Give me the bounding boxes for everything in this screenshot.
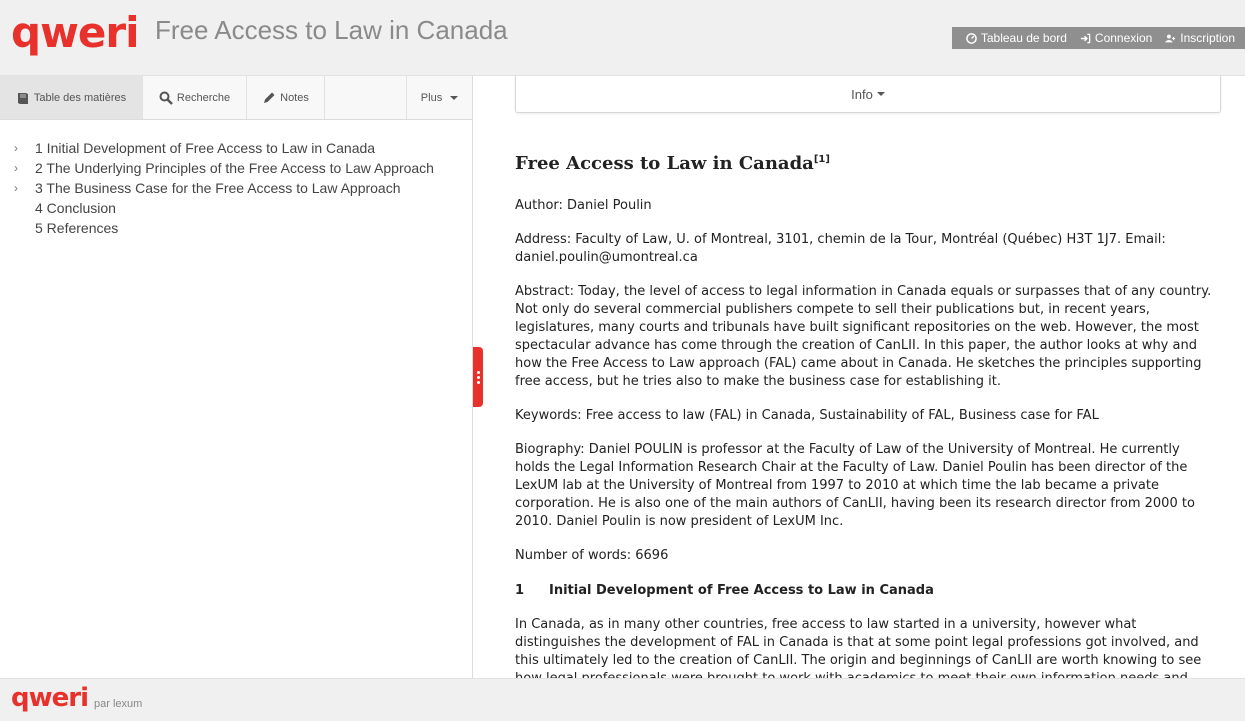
book-icon	[16, 91, 30, 105]
search-icon	[159, 91, 173, 105]
dashboard-icon	[966, 33, 977, 44]
toc-item[interactable]	[0, 158, 472, 178]
tab-search[interactable]	[143, 76, 247, 119]
footer-logo[interactable]: qweri	[11, 683, 88, 713]
signin-icon	[1080, 33, 1091, 44]
section-title: Initial Development of Free Access to Law in Canada	[549, 583, 934, 598]
section-heading	[515, 582, 1215, 600]
tab-more-label: Plus	[420, 91, 443, 104]
tab-notes-label: Notes	[280, 91, 309, 104]
qweri-logo[interactable]: qweri	[11, 8, 139, 57]
toc-item-label[interactable]: 1 Initial Development of Free Access to Law in Canada	[35, 140, 376, 156]
tab-notes[interactable]	[247, 76, 325, 119]
register-link[interactable]	[1165, 31, 1235, 45]
footer-par-lexum: par lexum	[94, 698, 143, 710]
footnote-link[interactable]: [1]	[813, 154, 830, 165]
table-of-contents	[0, 138, 472, 238]
address-paragraph: Address: Faculty of Law, U. of Montreal, 3101, chemin de la Tour, Montréal (Québec) H3T 1J7. Email: daniel.poulin@umontreal.ca	[515, 232, 1166, 265]
section-body: In Canada, as in many other countries, free access to law started in a university, however what distinguishes the development of FAL in Canada is that at some point legal professions got involved, and this ultimately led to the creation of CanLII. The origin and beginnings of CanLII are worth knowing to see	[515, 617, 1202, 668]
biography-paragraph: Biography: Daniel POULIN is professor at the Faculty of Law of the University of Montreal. He currently holds the Legal Information Research Chair at the Faculty of Law. Daniel Poulin has been director of the LexUM lab at the University of Montreal from 1997 to 2010 at which time the lab became a private corporation. He is also one of the main authors of CanLII, having been its research director from 2000 to 2010. Daniel Poulin is now president of LexUM Inc.	[515, 442, 1195, 529]
chevron-right-icon[interactable]: ›	[14, 161, 18, 175]
footer	[0, 678, 1245, 721]
page-title: Free Access to Law in Canada	[155, 15, 508, 45]
toc-item-label[interactable]: 2 The Underlying Principles of the Free Access to Law Approach	[35, 160, 434, 176]
tab-more-dropdown[interactable]	[406, 76, 472, 119]
chevron-down-icon	[450, 96, 458, 100]
toc-item[interactable]	[0, 138, 472, 158]
word-count: Number of words: 6696	[515, 548, 669, 563]
dashboard-label: Tableau de bord	[980, 31, 1067, 45]
tab-search-label: Recherche	[176, 91, 231, 104]
toc-item-label[interactable]: 3 The Business Case for the Free Access to Law Approach	[35, 180, 401, 196]
register-label: Inscription	[1180, 31, 1235, 45]
dashboard-link[interactable]	[966, 31, 1067, 45]
chevron-right-icon[interactable]: ›	[14, 141, 18, 155]
toc-item-label[interactable]: 5 References	[35, 220, 119, 236]
tab-table-of-contents[interactable]	[0, 76, 143, 119]
toc-item[interactable]	[0, 178, 472, 198]
left-panel	[0, 76, 473, 678]
chevron-right-icon[interactable]: ›	[14, 181, 18, 195]
abstract-paragraph: Abstract: Today, the level of access to legal information in Canada equals or surpasses that of any country. Not only do several commercial publishers compete to sell their publications but, in recent years, legislatures, many courts and tribunals have built significant repositories on the web. However, the most spectacular advance has come through the creation of CanLII. In this paper, the author looks at why and how the Free Access to Law approach (FAL) came about in Canada. He sketches the principles supporting free access, but he tries also to make the business case for establishing it.	[515, 284, 1212, 389]
document-content	[515, 138, 1215, 706]
document-panel	[474, 76, 1245, 678]
header	[0, 0, 1245, 76]
user-plus-icon	[1165, 33, 1176, 44]
document-title	[515, 148, 1215, 176]
toc-item-label[interactable]: 4 Conclusion	[35, 200, 116, 216]
keywords-paragraph: Keywords: Free access to law (FAL) in Canada, Sustainability of FAL, Business case for FAL	[515, 408, 1099, 423]
info-dropdown[interactable]	[515, 76, 1221, 113]
author-line: Author: Daniel Poulin	[515, 198, 652, 213]
signin-label: Connexion	[1094, 31, 1153, 45]
info-label: Info	[851, 86, 873, 102]
toc-item[interactable]	[0, 198, 472, 218]
section-number: 1	[515, 583, 525, 598]
chevron-down-icon	[877, 92, 885, 96]
document-title-text: Free Access to Law in Canada	[515, 153, 814, 174]
pencil-icon	[262, 91, 276, 105]
signin-link[interactable]	[1080, 31, 1152, 45]
toc-item[interactable]	[0, 218, 472, 238]
tab-toc-label: Table des matières	[33, 91, 127, 104]
account-toolbar	[952, 27, 1245, 49]
panel-tabs	[0, 76, 472, 120]
